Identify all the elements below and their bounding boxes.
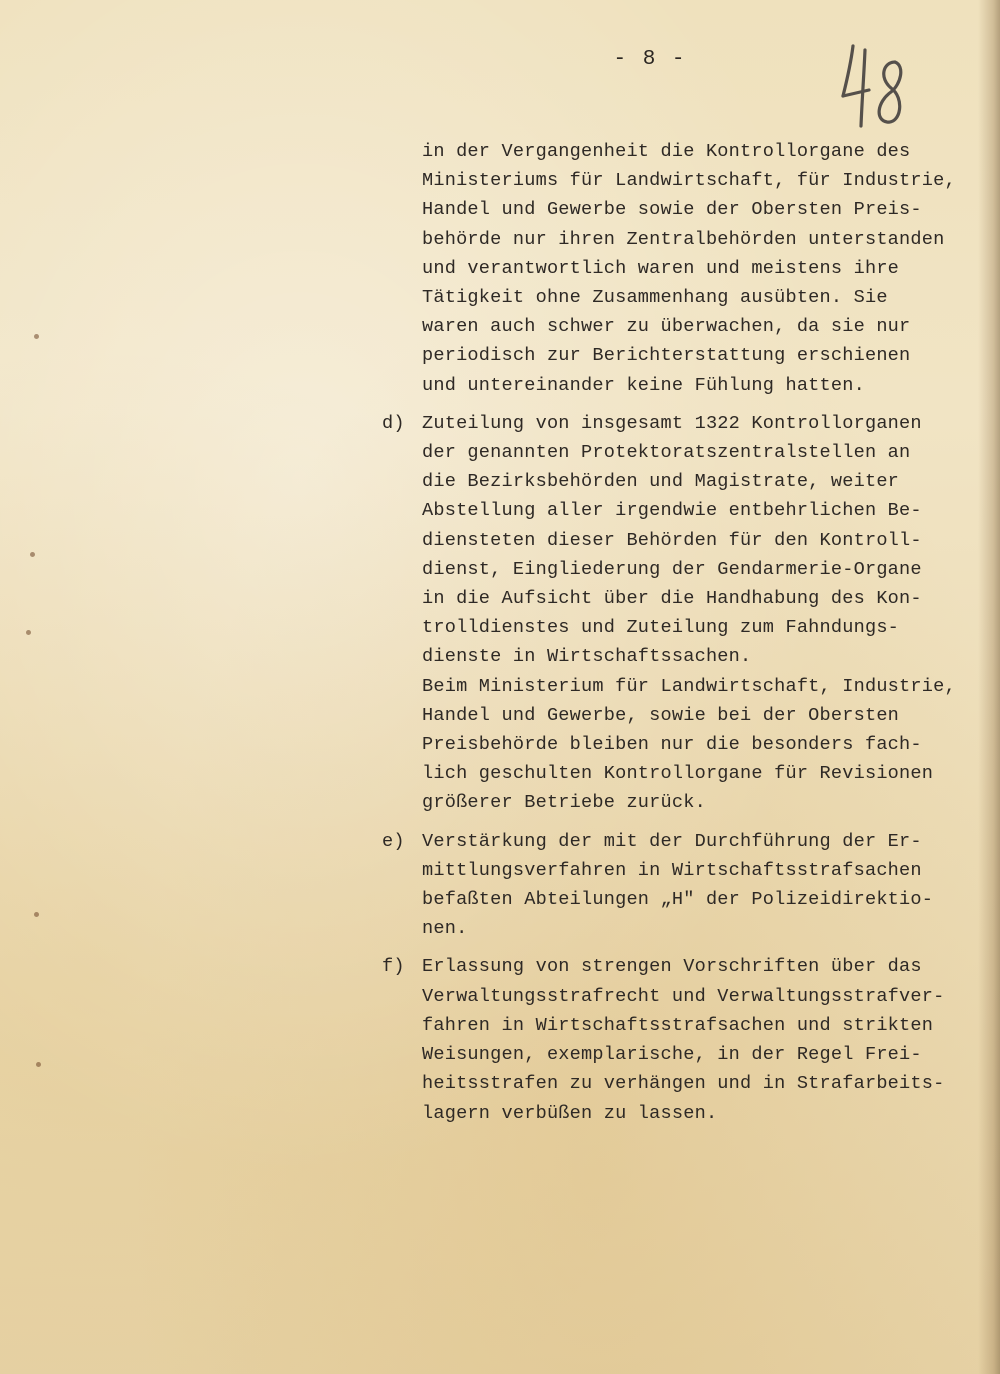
text-line: dienste in Wirtschaftssachen. (422, 646, 752, 668)
text-line: Zuteilung von insgesamt 1322 Kontrollorganen (422, 412, 922, 434)
text-line: heitsstrafen zu verhängen und in Strafarbeits- (422, 1073, 945, 1095)
page-number: - 8 - (613, 48, 687, 71)
list-marker: d) (382, 412, 405, 434)
paragraph-d (382, 409, 982, 818)
text-line: größerer Betriebe zurück. (422, 792, 706, 814)
list-marker: f) (382, 956, 405, 978)
text-line: mittlungsverfahren in Wirtschaftsstrafsachen (422, 859, 922, 881)
text-line: fahren in Wirtschaftsstrafsachen und strikten (422, 1014, 934, 1036)
text-line: der genannten Protektoratszentralstellen an (422, 442, 911, 464)
text-line: periodisch zur Berichterstattung erschienen (422, 345, 911, 367)
text-line: in die Aufsicht über die Handhabung des Kon- (422, 588, 922, 610)
typed-body-text (382, 137, 982, 1128)
paper-speck (26, 630, 31, 635)
text-line: lich geschulten Kontrollorgane für Revisionen (422, 763, 934, 785)
text-line: Ministeriums für Landwirtschaft, für Industrie, (422, 170, 956, 192)
paragraph-f (382, 952, 982, 1127)
handwritten-folio-number (835, 40, 915, 130)
text-line: trolldienstes und Zuteilung zum Fahndungs- (422, 617, 900, 639)
paragraph-continuation (382, 137, 982, 400)
text-line: Beim Ministerium für Landwirtschaft, Industrie, (422, 675, 956, 697)
paper-speck (30, 552, 35, 557)
text-line: Preisbehörde bleiben nur die besonders fach- (422, 734, 922, 756)
text-line: Verwaltungsstrafrecht und Verwaltungsstrafver- (422, 985, 945, 1007)
text-line: in der Vergangenheit die Kontrollorgane des (422, 141, 911, 162)
text-line: dienst, Eingliederung der Gendarmerie-Organe (422, 558, 922, 580)
text-line: Handel und Gewerbe sowie der Obersten Preis- (422, 199, 922, 221)
text-line: Weisungen, exemplarische, in der Regel Frei- (422, 1044, 922, 1066)
text-line: die Bezirksbehörden und Magistrate, weiter (422, 471, 900, 493)
text-line: nen. (422, 918, 468, 940)
text-line: Tätigkeit ohne Zusammenhang ausübten. Sie (422, 287, 888, 309)
text-line: behörde nur ihren Zentralbehörden unterstanden (422, 228, 945, 250)
text-line: diensteten dieser Behörden für den Kontroll- (422, 529, 922, 551)
paper-speck (34, 334, 39, 339)
text-line: und verantwortlich waren und meistens ihre (422, 257, 900, 279)
text-line: Handel und Gewerbe, sowie bei der Obersten (422, 704, 900, 726)
text-line: befaßten Abteilungen „H" der Polizeidirektio- (422, 889, 934, 911)
text-line: Erlassung von strengen Vorschriften über das (422, 956, 922, 978)
text-line: Abstellung aller irgendwie entbehrlichen Be- (422, 500, 922, 522)
list-marker: e) (382, 830, 405, 852)
text-line: lagern verbüßen zu lassen. (422, 1102, 718, 1124)
text-line: waren auch schwer zu überwachen, da sie nur (422, 316, 911, 338)
text-line: Verstärkung der mit der Durchführung der Er- (422, 830, 922, 852)
paper-speck (34, 912, 39, 917)
paper-speck (36, 1062, 41, 1067)
paragraph-e (382, 827, 982, 944)
text-line: und untereinander keine Fühlung hatten. (422, 374, 865, 396)
